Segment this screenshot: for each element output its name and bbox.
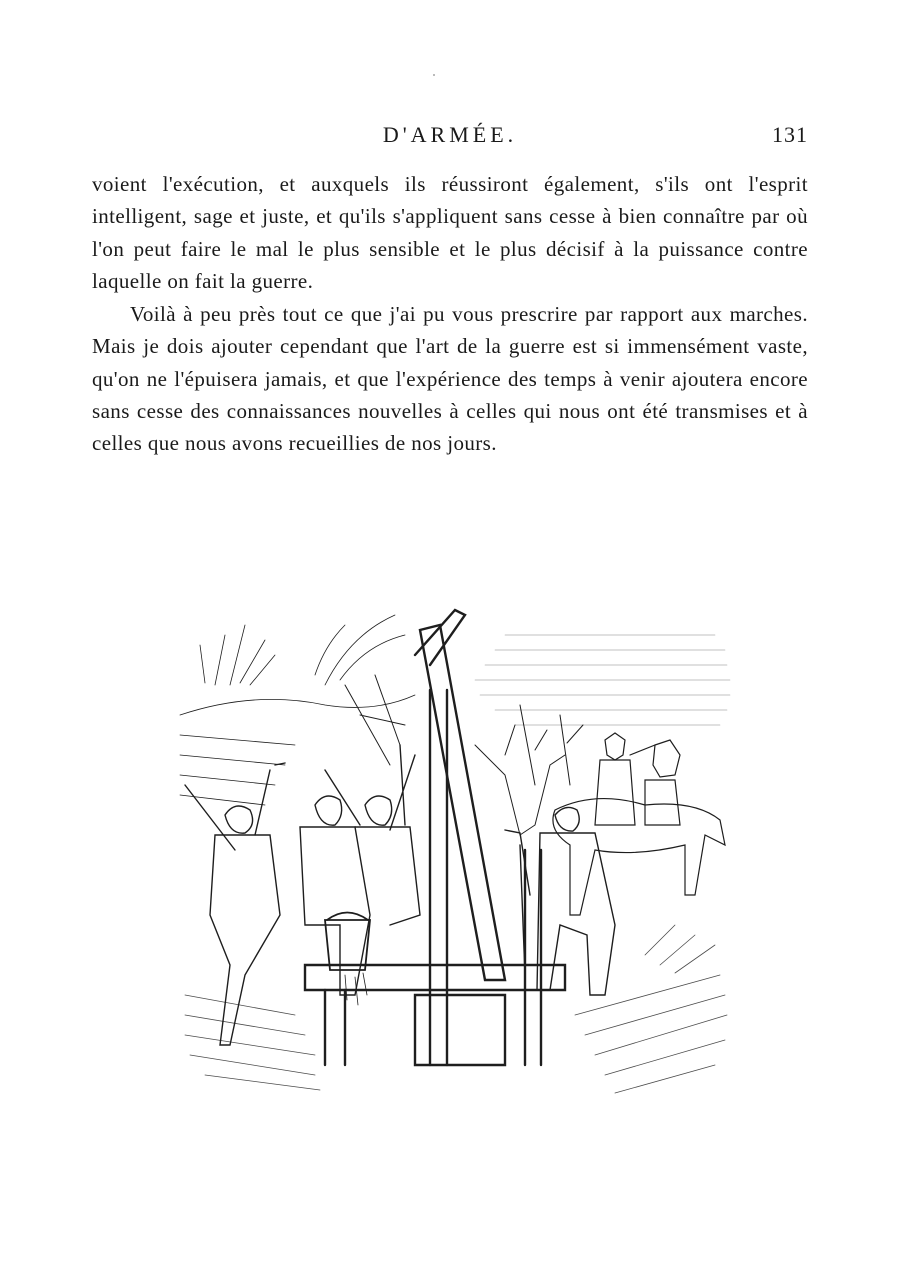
page-header [92,122,808,156]
hill-left [180,615,415,805]
ground-hatching [185,925,727,1093]
paragraph-1: voient l'exécution, et auxquels ils réussiront également, s'ils ont l'esprit intelligent, sage et juste, et qu'ils s'appliquent sans cesse à bien connaître par où l'on peut faire le mal le plus sensible et le plus décisif à la puissance contre laquelle on fait la guerre. [92,172,808,293]
well-frame [305,610,565,1065]
foreground-soldiers [185,745,615,1045]
running-head: D'ARMÉE. [382,122,518,147]
engraving-illustration [175,595,735,1105]
page-speck [433,74,435,76]
sky-hatching [475,635,730,725]
paragraph-2: Voilà à peu près tout ce que j'ai pu vous prescrire par rapport aux marches. Mais je dois ajouter cependant que l'art de la guerre est si immensément vaste, qu'on ne l'épuisera jamais, et que l'expérience des temps à venir ajoutera encore sans cesse des connaissances nouvelles à celles qui nous ont été transmises et à celles que nous avons recueillies de nos jours. [92,302,808,456]
body-text [92,168,808,460]
page-number: 131 [772,122,808,147]
